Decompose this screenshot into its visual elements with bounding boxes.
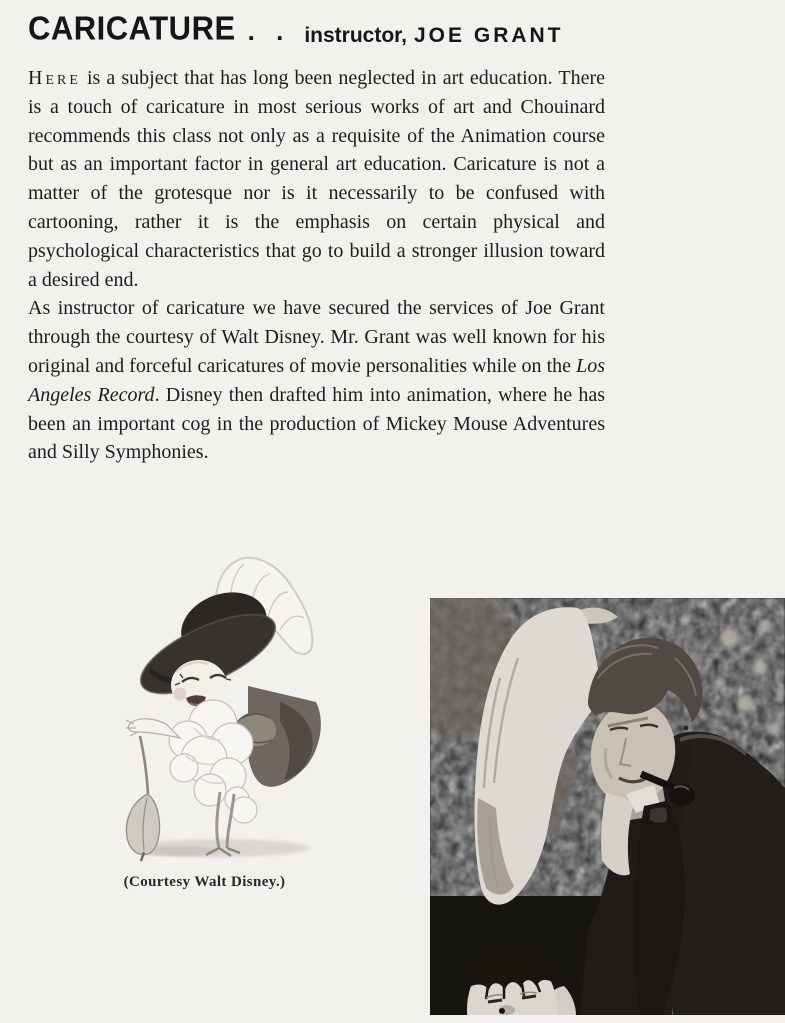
newspaper-name: Los Angeles Record	[28, 354, 605, 406]
paragraph-2-before: As instructor of caricature we have secured the services of Joe Grant through the courtesy of Walt Disney. Mr. Grant was well known for his original and forceful caricatures of movie personalities while on the	[28, 297, 605, 377]
lead-word: Here	[28, 67, 81, 89]
paragraph-2	[28, 294, 605, 467]
paragraph-2-after: . Disney then drafted him into animation, where he has been an important cog in the production of Mickey Mouse Adventures and Silly Symphonies.	[28, 383, 605, 464]
article-body	[28, 64, 605, 467]
article-header	[28, 9, 564, 48]
parasol	[126, 736, 159, 861]
paragraph-1	[28, 64, 605, 294]
instructor-name: JOE GRANT	[414, 24, 564, 47]
instructor-label: instructor,	[304, 24, 407, 47]
page-title: CARICATURE	[28, 9, 236, 47]
caricature-drawing-figure	[120, 552, 325, 862]
bird-wing	[126, 719, 180, 738]
instructor-line	[304, 24, 563, 48]
caricature-bird-illustration	[120, 552, 325, 862]
drawing-caption: (Courtesy Walt Disney.)	[123, 874, 286, 890]
title-dots: . .	[247, 16, 291, 46]
joe-grant-photo-figure	[430, 598, 785, 1015]
paragraph-1-text: is a subject that has long been neglected in art education. There is a touch of caricature in most serious works of art and Chouinard recommends this class not only as a requisite of the Animation course but as an important factor in general art education. Caricature is not a matter of the grotesque nor is it necessarily to be confused with cartooning, rather it is the emphasis on certain physical and psychological characteristics that go to build a stronger illusion toward a desired end.	[28, 67, 605, 291]
joe-grant-photo	[430, 598, 785, 1015]
